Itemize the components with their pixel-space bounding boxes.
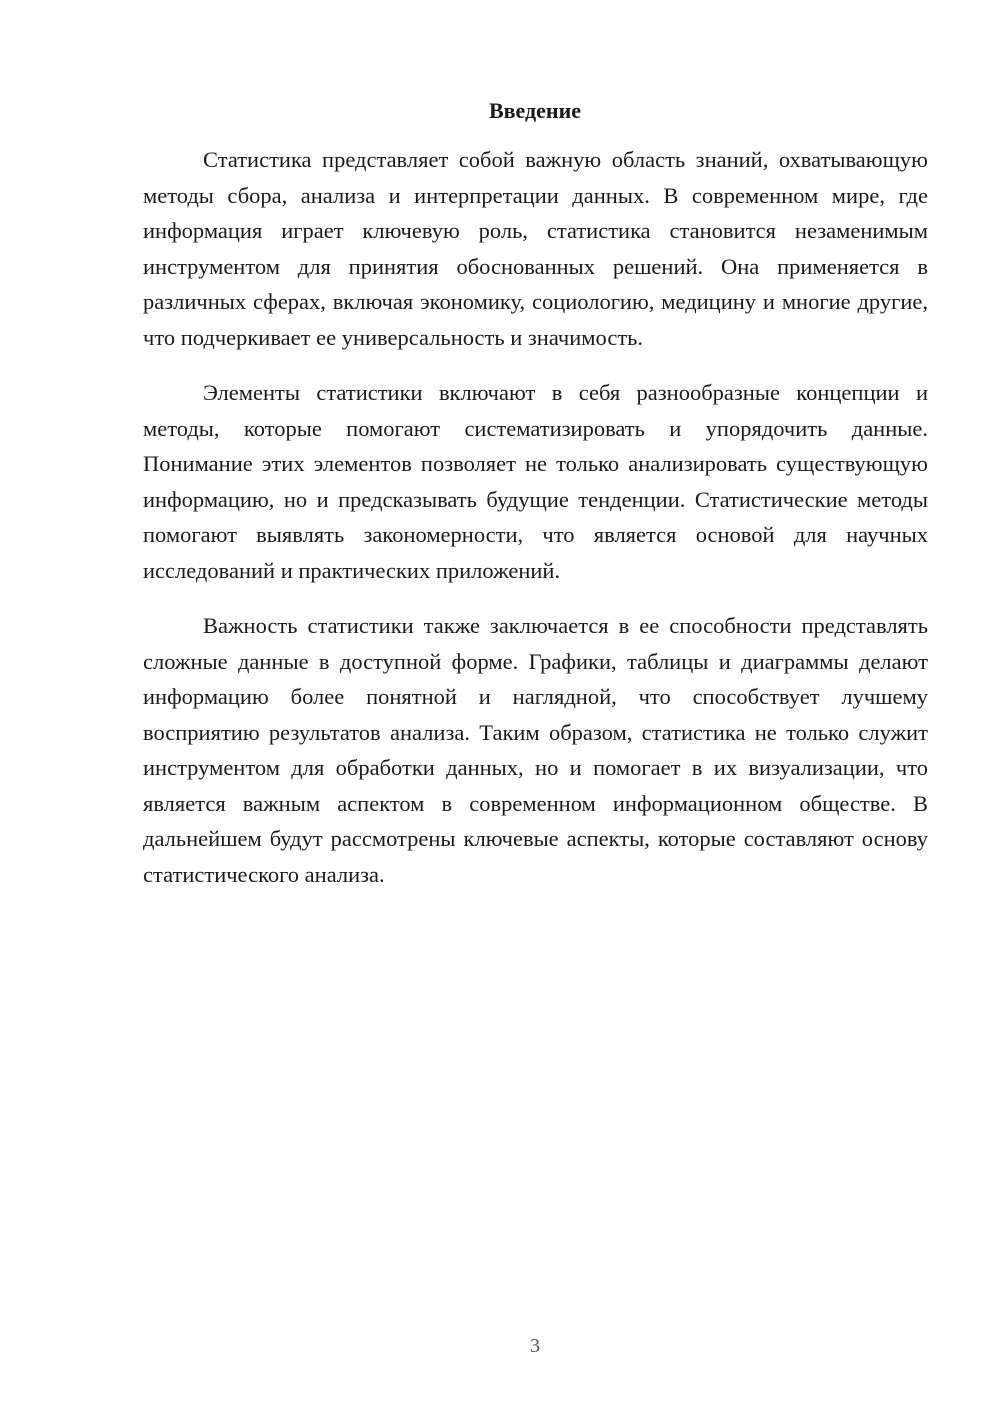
section-body [143, 142, 928, 912]
page-number: 3 [530, 1335, 540, 1357]
paragraph-intro: Статистика представляет собой важную область знаний, охватывающую методы сбора, анализа и интерпретации данных. В современном мире, где информация играет ключевую роль, статистика становится незаменимым инструментом для принятия обоснованных решений. Она применяется в различных сферах, включая экономику, социологию, медицину и многие другие, что подчеркивает ее универсальность и значимость. [143, 147, 928, 350]
section-title: Введение [488, 98, 582, 123]
paragraph-importance: Важность статистики также заключается в ее способности представлять сложные данные в доступной форме. Графики, таблицы и диаграммы делают информацию более понятной и наглядной, что способствует лучшему восприятию результатов анализа. Таким образом, статистика не только служит инструментом для обработки данных, но и помогает в их визуализации, что является важным аспектом в современном информационном обществе. В дальнейшем будут рассмотрены ключевые аспекты, которые составляют основу статистического анализа. [143, 613, 928, 887]
paragraph-elements: Элементы статистики включают в себя разнообразные концепции и методы, которые помогают систематизировать и упорядочить данные. Понимание этих элементов позволяет не только анализировать существующую информацию, но и предсказывать будущие тенденции. Статистические методы помогают выявлять закономерности, что является основой для научных исследований и практических приложений. [143, 380, 928, 583]
